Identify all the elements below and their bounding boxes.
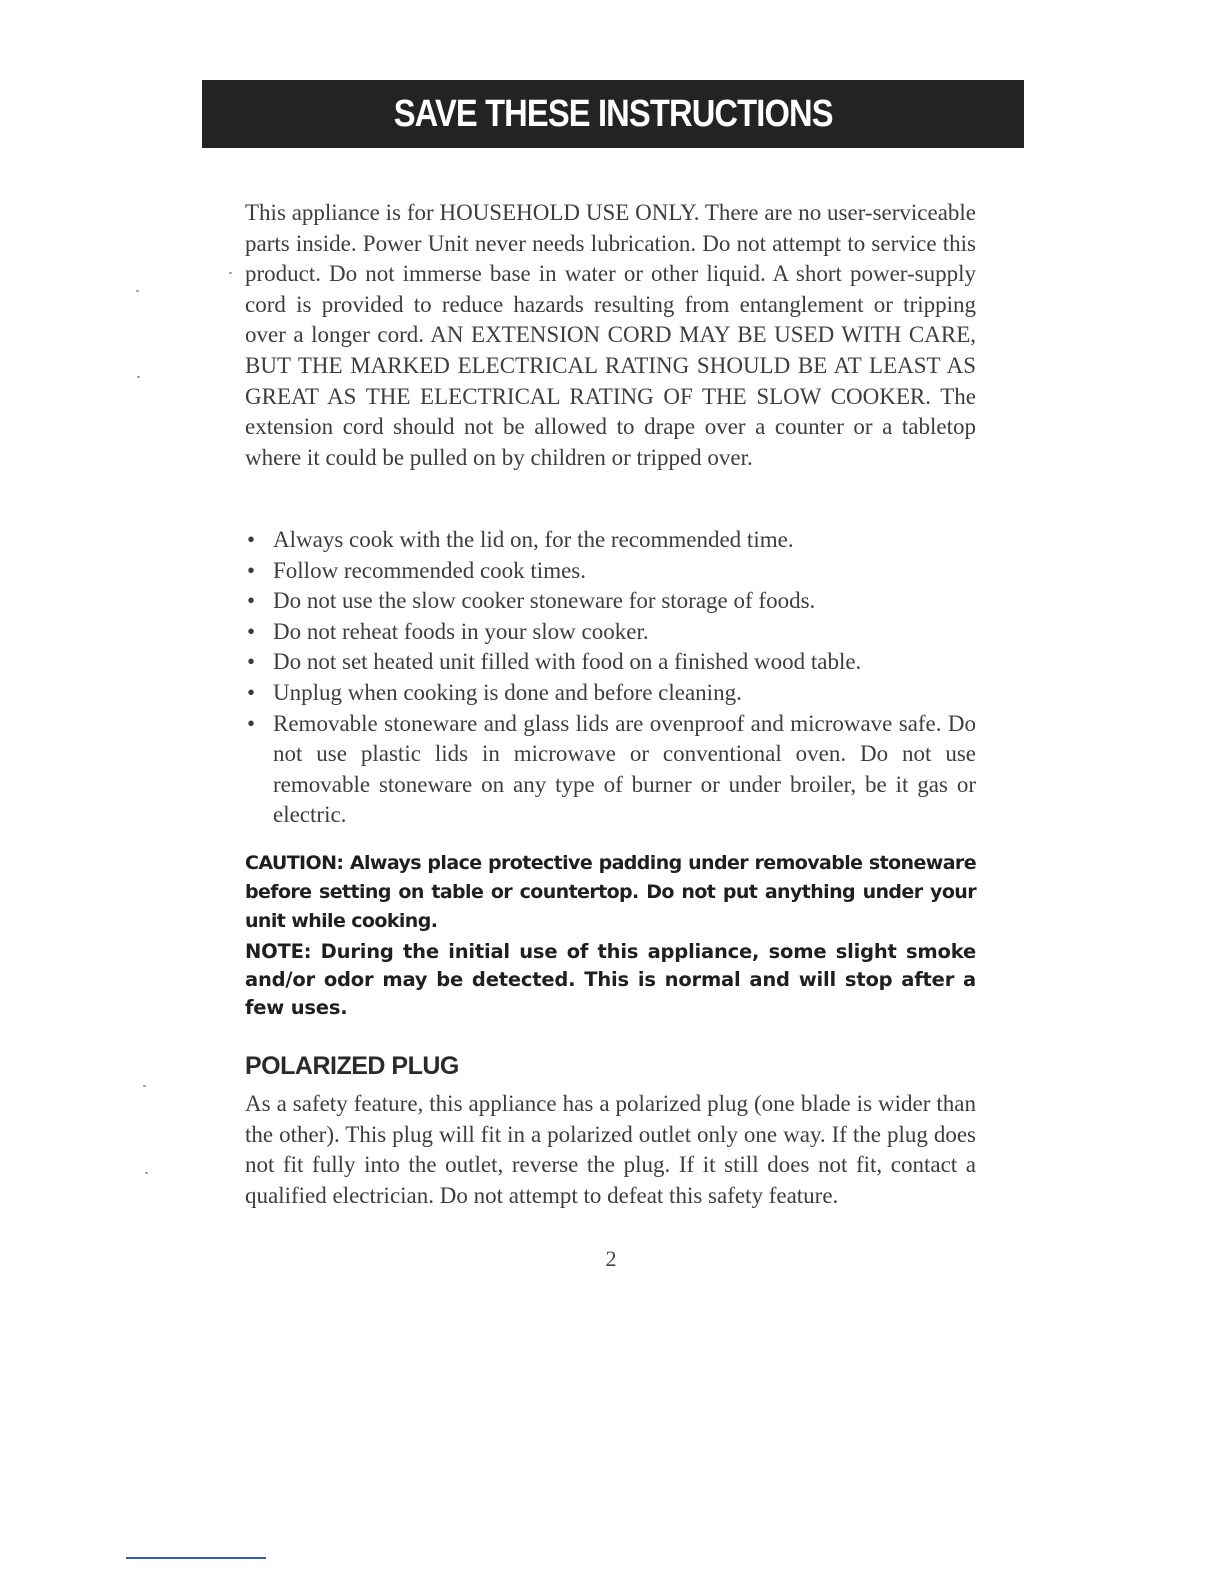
caution-notice: CAUTION: Always place protective padding under removable stoneware before setting on table or countertop. Do not put anything under your unit while cooking. <box>245 852 976 932</box>
bullet-icon: • <box>247 710 256 736</box>
scan-speck <box>229 272 232 274</box>
list-item <box>245 586 976 617</box>
bullet-icon: • <box>247 649 256 675</box>
scan-speck <box>137 376 140 378</box>
bullet-icon: • <box>247 679 256 705</box>
list-item <box>245 617 976 648</box>
list-item-text: Do not reheat foods in your slow cooker. <box>273 618 649 644</box>
bullet-icon: • <box>247 618 256 644</box>
list-item-text: Follow recommended cook times. <box>273 557 586 583</box>
scan-speck <box>136 290 139 292</box>
bullet-icon: • <box>247 557 256 583</box>
footer-rule <box>126 1557 266 1559</box>
page-number: 2 <box>605 1246 617 1271</box>
bullet-icon: • <box>247 527 256 552</box>
list-item <box>245 647 976 678</box>
list-item-text: Unplug when cooking is done and before cleaning. <box>273 679 742 705</box>
note-notice: NOTE: During the initial use of this appliance, some slight smoke and/or odor may be detected. This is normal and will stop after a few uses. <box>245 940 976 1019</box>
bullet-icon: • <box>247 588 256 614</box>
list-item-text: Removable stoneware and glass lids are ovenproof and microwave safe. Do not use plastic lids in microwave or conventional oven. Do not use removable stoneware on any type of burner or under broiler, be it gas or electric. <box>273 710 976 828</box>
list-item-text: Do not use the slow cooker stoneware for storage of foods. <box>273 588 816 614</box>
polarized-plug-paragraph: As a safety feature, this appliance has a polarized plug (one blade is wider than the other). This plug will fit in a polarized outlet only one way. If the plug does not fit fully into the outlet, reverse the plug. If it still does not fit, contact a qualified electrician. Do not attempt to defeat this safety feature. <box>245 1091 976 1208</box>
list-item <box>245 678 976 709</box>
list-item-text: Always cook with the lid on, for the recommended time. <box>273 527 794 552</box>
list-item <box>245 556 976 587</box>
polarized-plug-heading: POLARIZED PLUG <box>245 1052 459 1080</box>
intro-paragraph: This appliance is for HOUSEHOLD USE ONLY. There are no user-serviceable parts inside. Power Unit never needs lubrication. Do not attempt to service this product. Do not immerse base in water or other liquid. A short power-supply cord is provided to reduce hazards resulting from entanglement or tripping over a longer cord. AN EXTENSION CORD MAY BE USED WITH CARE, BUT THE MARKED ELECTRICAL RATING SHOULD BE AT LEAST AS GREAT AS THE ELECTRICAL RATING OF THE SLOW COOKER. The extension cord should not be allowed to drape over a counter or a tabletop where it could be pulled on by children or tripped over. <box>245 200 976 470</box>
list-item <box>245 709 976 831</box>
list-item-text: Do not set heated unit filled with food on a finished wood table. <box>273 649 862 675</box>
list-item <box>245 525 976 556</box>
title-banner <box>202 80 1024 148</box>
scan-speck <box>143 1085 146 1087</box>
scan-speck <box>145 1172 148 1174</box>
page-title: SAVE THESE INSTRUCTIONS <box>393 92 833 135</box>
safety-list <box>245 525 976 831</box>
